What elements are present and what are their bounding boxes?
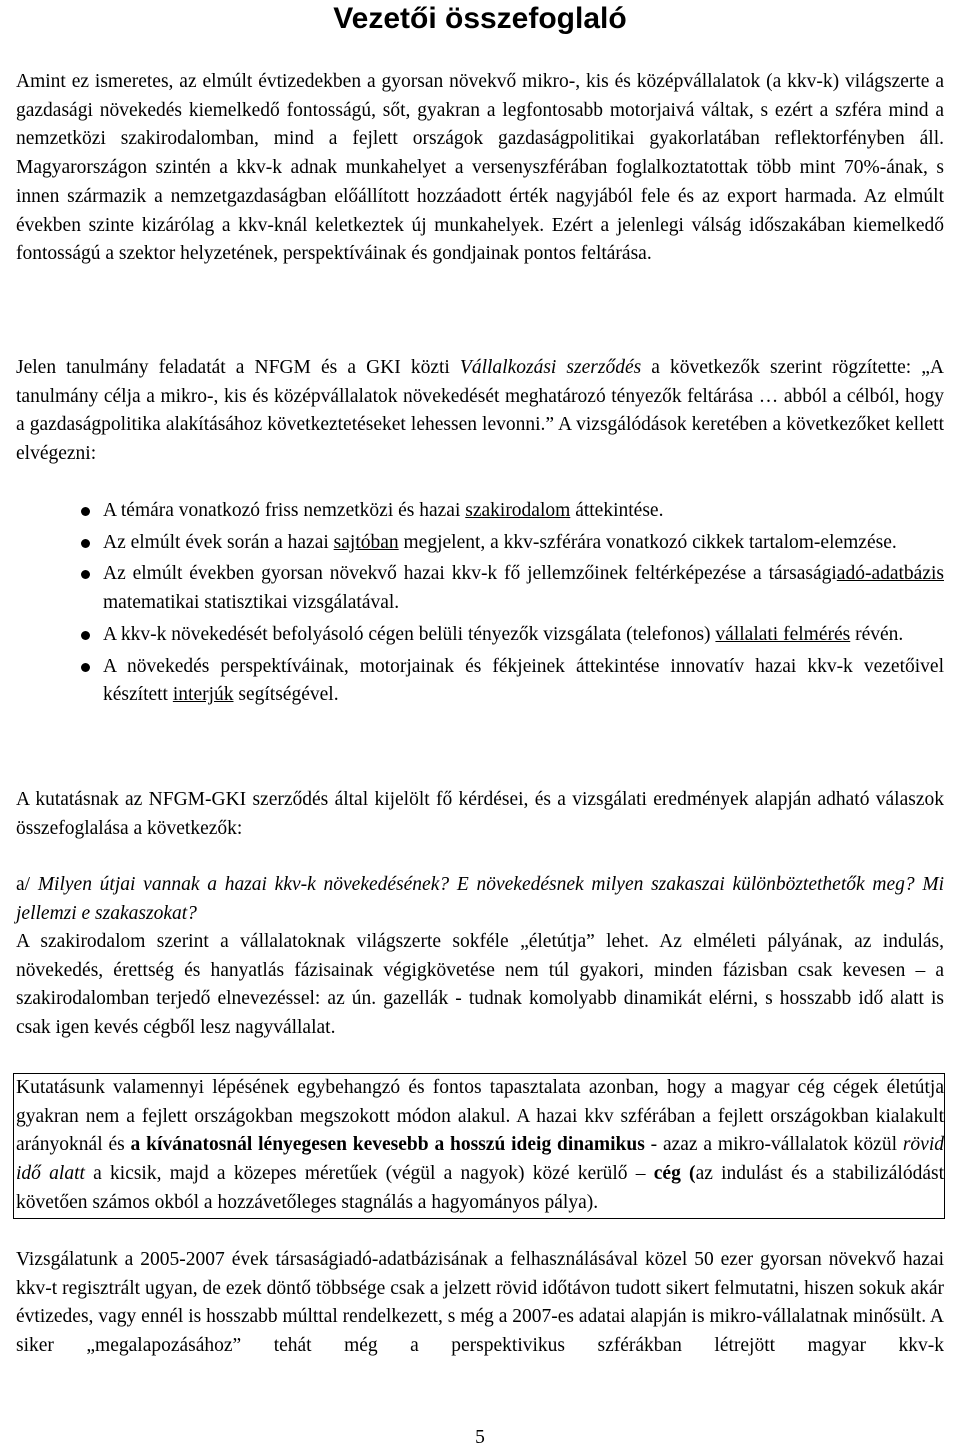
intro-paragraph: Amint ez ismeretes, az elmúlt évtizedekben a gyorsan növekvő mikro-, kis és középvállalatok (a kkv-k) világszerte a gazdasági növekedés kiemelkedő fontosságú, sőt, gyakran a legfontosabb motorjaivá váltak, s ezért a szféra mind a nemzetközi szakirodalomban, mind a fejlett országok gazdaságpolitikai gyakorlatában reflektorfényben áll. Magyarországon szintén a kkv-k adnak munkahelyet a versenyszférában foglalkoztatottak több mint 70%-ának, s innen származik a nemzetgazdaságban előállított hozzáadott érték nagyjából fele és az export harmada. Az elmúlt években szinte kizárólag a kkv-knál keletkeztek új munkahelyek. Ezért a jelenlegi válság időszakában kiemelkedő fontosságú a szektor helyzetének, perspektíváinak és gondjainak pontos feltárása. — [16, 71, 944, 265]
bullet-icon — [81, 570, 90, 579]
survey-paragraph: Vizsgálatunk a 2005-2007 évek társaságiadó-adatbázisának a felhasználásával közel 50 ezer gyorsan növekvő hazai kkv-t regisztrált ugyan, de ezek döntő többsége csak a jelzett rövid időtávon tudott sikert felmutatni, hiszen sokuk akár évtizedes, vagy ennél is hosszabb múlttal rendelkezett, s még a 2007-es adatai alapján is mikro-vállalatnak minősült. A siker „megalapozásához” tehát még a perspektivikus szférákban létrejött magyar kkv-k — [16, 1249, 944, 1357]
italic-emphasis: rövid idő alatt — [16, 1134, 945, 1185]
question-label: a/ — [16, 874, 38, 895]
bullet-icon — [81, 539, 90, 548]
highlighted-box — [13, 1073, 945, 1219]
research-paragraph: A kutatásnak az NFGM-GKI szerződés által kijelölt fő kérdései, és a vizsgálati eredmények alapján adható válaszok összefoglalása a következők: — [16, 789, 944, 839]
underlined-term: interjúk — [172, 684, 234, 706]
task-text-2: a következők szerint rögzítette: „A tanulmány célja a mikro-, kis és középvállalatok növekedését meghatározó tényezők feltárása … abból a célból, hogy a gazdaságpolitika alakításához következtetéseket lehessen levonni.” A vizsgálódások keretében a következőket kellett elvégezni: — [16, 357, 944, 465]
lifecycle-paragraph: A szakirodalom szerint a vállalatoknak világszerte sokféle „életútja” lehet. Az elméleti pályának, az indulás, növekedés, érettség és hanyatlás fázisainak végigkövetése nem túl gyakori, minden fázisban csak kevesen – a szakirodalomban terjedő elnevezéssel: az ún. gazellák - tudnak komolyabb dinamikát elérni, s hosszabb idő alatt is csak igen kevés cégből lesz nagyvállalat. — [16, 931, 944, 1039]
question-text: Milyen útjai vannak a hazai kkv-k növekedésének? E növekedésnek milyen szakaszai különböztethetők meg? Mi jellemzi e szakaszokat? — [16, 874, 945, 924]
list-item: Az elmúlt években gyorsan növekvő hazai kkv-k fő jellemzőinek feltérképezése a társaságiadó-adatbázis matematikai statisztikai vizsgálatával. — [16, 560, 944, 617]
page-title: Vezetői összefoglaló — [333, 2, 627, 35]
question-a — [16, 871, 944, 928]
list-item: A kkv-k növekedését befolyásoló cégen belüli tényezők vizsgálata (telefonos) vállalati felmérés révén. — [16, 621, 944, 650]
underlined-term: szakirodalom — [465, 500, 571, 521]
task-paragraph — [16, 354, 944, 469]
underlined-term: sajtóban — [333, 531, 399, 553]
bullet-icon — [81, 663, 90, 672]
task-text-1: Jelen tanulmány feladatát a NFGM és a GKI közti — [16, 357, 460, 378]
bold-emphasis: a kívánatosnál lényegesen kevesebb a hosszú ideig dinamikus — [130, 1134, 645, 1156]
page-number: 5 — [475, 1427, 485, 1448]
underlined-term: adó-adatbázis — [836, 563, 944, 585]
task-list — [16, 497, 944, 713]
boxed-paragraph: Kutatásunk valamennyi lépésének egybehangzó és fontos tapasztalata azonban, hogy a magyar cég cégek életútja gyakran nem a fejlett országokban megszokott módon alakul. A hazai kkv szférában a fejlett országokban kialakult arányoknál és a kívánatosnál lényegesen kevesebb a hosszú ideig dinamikus - azaz a mikro-vállalatok közül rövid idő alatt a kicsik, majd a közepes méretűek (végül a nagyok) közé kerülő – cég (az indulást és a stabilizálódást követően számos okból a hozzávetőleges stagnálás a hagyományos pálya). — [16, 1077, 945, 1213]
bullet-icon — [81, 631, 90, 640]
list-item: A témára vonatkozó friss nemzetközi és hazai szakirodalom áttekintése. — [16, 497, 944, 526]
underlined-term: vállalati felmérés — [715, 623, 851, 645]
bold-emphasis: cég ( — [653, 1163, 696, 1185]
contract-name: Vállalkozási szerződés — [459, 357, 642, 378]
list-item: Az elmúlt évek során a hazai sajtóban megjelent, a kkv-szférára vonatkozó cikkek tartalom-elemzése. — [16, 529, 944, 558]
list-item: A növekedés perspektíváinak, motorjainak és fékjeinek áttekintése innovatív hazai kkv-k vezetőivel készített interjúk segítségével. — [16, 653, 944, 710]
bullet-icon — [81, 507, 90, 516]
